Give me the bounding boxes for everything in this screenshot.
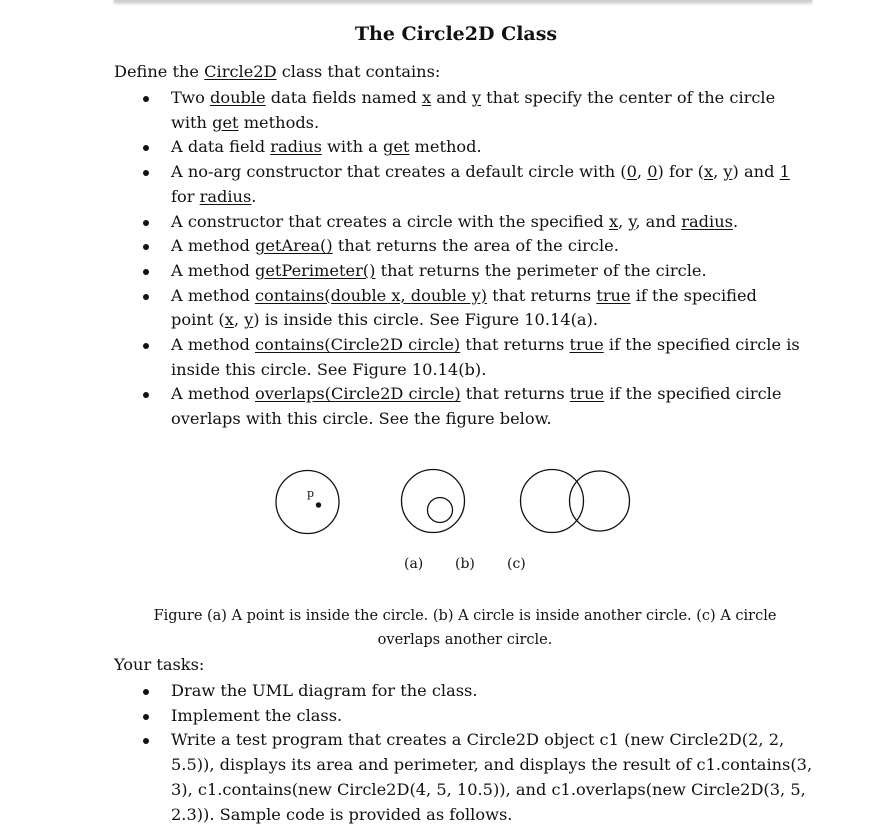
feature-text: . xyxy=(251,186,257,206)
feature-item xyxy=(114,382,804,431)
class-name-link: Circle2D xyxy=(204,62,277,81)
code-term: 0 xyxy=(647,162,658,182)
code-term: true xyxy=(569,384,605,404)
code-term: x xyxy=(421,88,432,107)
feature-item xyxy=(114,86,804,135)
task-item: Draw the UML diagram for the class. xyxy=(114,679,814,704)
point-label: p xyxy=(307,487,315,500)
feature-text: for xyxy=(171,186,200,206)
figure-label-c: (c) xyxy=(507,556,526,572)
feature-text: , and xyxy=(635,211,682,231)
figure-diagram xyxy=(0,455,870,585)
feature-text: ) for ( xyxy=(657,162,704,182)
code-term: y xyxy=(628,211,636,231)
intro-text xyxy=(114,62,440,81)
circle-b-inner xyxy=(428,498,453,523)
feature-text: A data field xyxy=(171,137,271,157)
intro-before: Define the xyxy=(114,62,205,81)
task-item: Implement the class. xyxy=(114,704,814,729)
feature-item xyxy=(114,259,804,284)
code-term: y xyxy=(723,162,733,182)
feature-text: if the specified circle is inside this circle. See Figure 10.14(b). xyxy=(171,335,800,379)
code-term: double xyxy=(209,88,266,107)
code-term: x xyxy=(703,162,714,182)
feature-item xyxy=(114,284,804,333)
feature-text: , xyxy=(636,162,648,182)
feature-text: with a xyxy=(321,137,383,157)
features-list xyxy=(114,86,804,432)
code-term: overlaps(Circle2D circle) xyxy=(254,384,461,404)
feature-text: method. xyxy=(409,137,482,157)
code-term: contains(double x, double y) xyxy=(254,285,488,305)
task-item: Write a test program that creates a Circle2D object c1 (new Circle2D(2, 2, 5.5)), displays its area and perimeter, and displays the result of c1.contains(3, 3), c1.contains(new Circle2D(4, 5, 10.5)), and c1.overlaps(new Circle2D(3, 5, 2.3)). Sample code is provided as follows. xyxy=(114,728,814,827)
circle-a xyxy=(276,471,339,534)
feature-text: and xyxy=(431,88,472,107)
code-term: getArea() xyxy=(254,236,333,256)
feature-text: A method xyxy=(171,384,255,404)
feature-text: , xyxy=(233,310,245,330)
code-term: true xyxy=(596,285,631,305)
code-term: radius xyxy=(199,186,252,206)
code-term: radius xyxy=(270,137,322,157)
feature-text: A no-arg constructor that creates a default circle with ( xyxy=(171,162,627,182)
code-term: x xyxy=(224,310,234,330)
circle-b-outer xyxy=(402,470,465,533)
figure-caption: Figure (a) A point is inside the circle. (b) A circle is inside another circle. (c) A circle overlaps another circle. xyxy=(153,608,777,648)
code-term: 0 xyxy=(626,162,637,182)
feature-item xyxy=(114,135,804,160)
feature-text: if the specified point ( xyxy=(171,285,757,330)
code-term: contains(Circle2D circle) xyxy=(254,335,461,355)
code-term: true xyxy=(569,335,604,355)
code-term: radius xyxy=(681,211,733,231)
feature-item xyxy=(114,160,804,209)
circle-c-left xyxy=(521,470,584,533)
code-term: get xyxy=(212,112,239,132)
code-term: get xyxy=(382,137,410,157)
feature-text: A method xyxy=(171,236,255,256)
page-top-edge xyxy=(114,0,812,2)
feature-text: that returns the perimeter of the circle. xyxy=(375,260,707,280)
tasks-heading: Your tasks: xyxy=(114,655,205,674)
feature-text: A method xyxy=(171,335,255,355)
feature-text: A constructor that creates a circle with the specified xyxy=(171,211,609,231)
feature-text: Two xyxy=(171,88,210,107)
feature-text: ) and xyxy=(732,162,780,182)
feature-text: , xyxy=(713,162,724,182)
point-dot xyxy=(316,502,321,507)
feature-text: that returns xyxy=(460,384,570,404)
feature-item xyxy=(114,234,804,259)
feature-text: if the specified circle overlaps with this circle. See the figure below. xyxy=(171,384,782,429)
code-term: getPerimeter() xyxy=(254,260,376,280)
page-title: The Circle2D Class xyxy=(354,23,558,45)
figure-label-a: (a) xyxy=(404,556,424,572)
tasks-list xyxy=(114,679,814,827)
code-term: y xyxy=(244,310,254,330)
feature-text: methods. xyxy=(238,112,320,132)
feature-text: . xyxy=(732,211,739,231)
feature-text: that returns xyxy=(460,335,570,355)
code-term: y xyxy=(471,88,481,107)
circle-c-right xyxy=(570,471,630,531)
feature-text: that returns xyxy=(487,285,597,305)
code-term: 1 xyxy=(779,162,790,182)
figure-label-b: (b) xyxy=(455,556,475,572)
feature-text: A method xyxy=(171,285,255,305)
feature-text: that returns the area of the circle. xyxy=(332,236,619,256)
intro-after: class that contains: xyxy=(276,62,441,81)
feature-item xyxy=(114,210,804,235)
feature-text: data fields named xyxy=(265,88,422,107)
feature-text: ) is inside this circle. See Figure 10.14(a). xyxy=(253,310,599,330)
feature-item xyxy=(114,333,804,382)
feature-text: that specify the center of the circle with xyxy=(171,88,776,132)
feature-text: , xyxy=(618,211,629,231)
code-term: x xyxy=(608,211,619,231)
feature-text: A method xyxy=(171,260,255,280)
